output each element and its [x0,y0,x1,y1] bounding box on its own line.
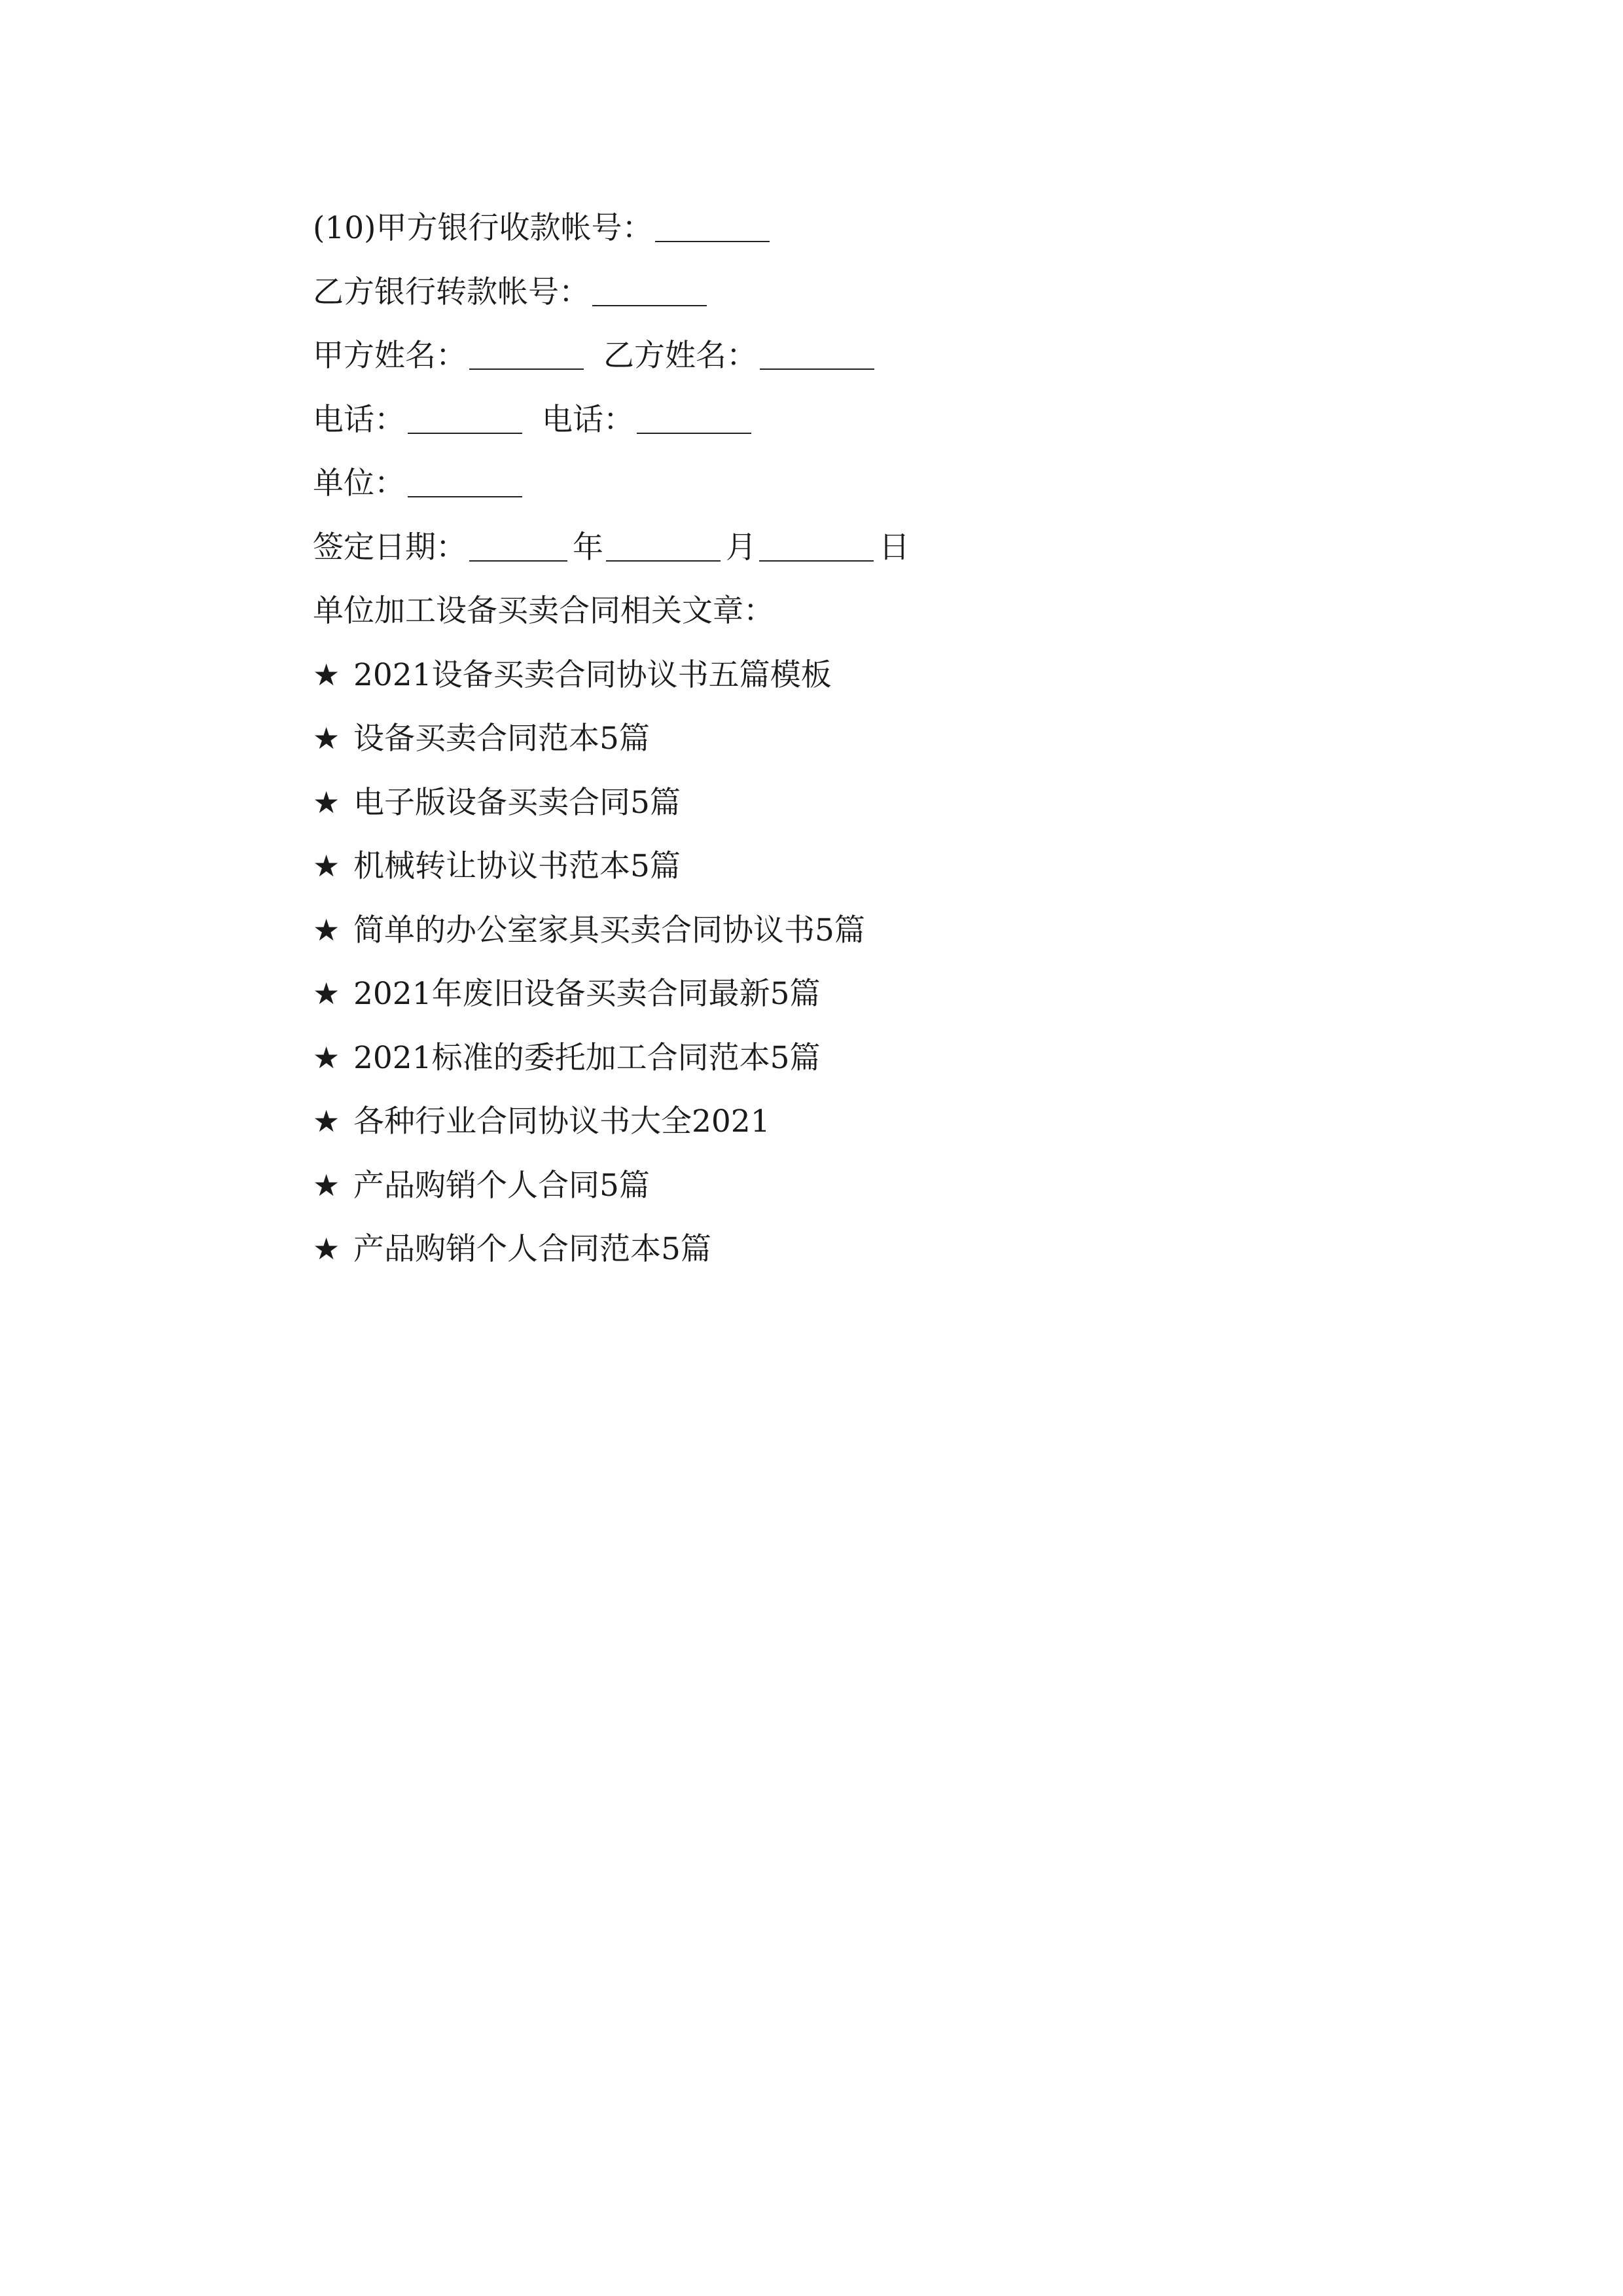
star-icon: ★ [313,976,340,1011]
related-article-item[interactable] [313,643,1360,708]
related-article-item[interactable] [313,1026,1360,1090]
star-icon: ★ [313,1039,340,1075]
related-article-title[interactable]: 产品购销个人合同5篇 [353,1167,650,1204]
related-article-title[interactable]: 2021设备买卖合同协议书五篇模板 [353,656,832,693]
names-line [313,324,1360,388]
bank-b-blank [592,305,707,306]
related-article-item[interactable] [313,962,1360,1026]
phone-b-blank [637,433,751,434]
related-article-title[interactable]: 设备买卖合同范本5篇 [353,721,650,757]
month-label: 月 [726,529,757,565]
bank-b-label: 乙方银行转款帐号： [313,274,590,310]
star-icon: ★ [313,721,340,756]
related-article-title[interactable]: 电子版设备买卖合同5篇 [353,784,681,821]
unit-blank [408,496,522,497]
related-article-title[interactable]: 简单的办公室家具买卖合同协议书5篇 [353,912,865,948]
date-line [313,516,1360,580]
star-icon: ★ [313,848,340,884]
related-article-item[interactable] [313,707,1360,771]
related-article-title[interactable]: 各种行业合同协议书大全2021 [353,1103,770,1139]
star-icon: ★ [313,1231,340,1266]
contract-signature-section [313,196,1360,1282]
related-article-title[interactable]: 2021标准的委托加工合同范本5篇 [353,1039,821,1076]
related-article-title[interactable]: 2021年废旧设备买卖合同最新5篇 [353,976,821,1012]
related-article-item[interactable] [313,834,1360,899]
related-article-item[interactable] [313,771,1360,835]
related-article-item[interactable] [313,1090,1360,1154]
unit-line [313,452,1360,516]
bank-a-blank [655,241,770,242]
related-article-item[interactable] [313,1217,1360,1282]
related-articles-list [313,643,1360,1282]
bank-b-line [313,260,1360,325]
related-heading: 单位加工设备买卖合同相关文章： [313,593,774,629]
bank-a-line [313,196,1360,260]
bank-a-label: (10)甲方银行收款帐号： [313,210,653,246]
name-a-label: 甲方姓名： [313,338,467,374]
star-icon: ★ [313,656,340,692]
star-icon: ★ [313,1167,340,1203]
related-article-item[interactable] [313,899,1360,963]
phones-line [313,388,1360,452]
date-label: 签定日期： [313,529,467,565]
year-blank [469,560,567,562]
phone-a-label: 电话： [313,401,405,438]
name-a-blank [469,368,584,370]
related-article-item[interactable] [313,1154,1360,1218]
phone-a-blank [408,433,522,434]
name-b-blank [760,368,874,370]
related-article-title[interactable]: 机械转让协议书范本5篇 [353,848,681,884]
month-blank [606,560,721,562]
star-icon: ★ [313,1103,340,1139]
day-label: 日 [879,529,910,565]
name-b-label: 乙方姓名： [603,338,757,374]
star-icon: ★ [313,912,340,948]
phone-b-label: 电话： [542,401,634,438]
day-blank [759,560,874,562]
year-label: 年 [573,529,603,565]
star-icon: ★ [313,784,340,820]
related-article-title[interactable]: 产品购销个人合同范本5篇 [353,1231,711,1267]
unit-label: 单位： [313,465,405,501]
